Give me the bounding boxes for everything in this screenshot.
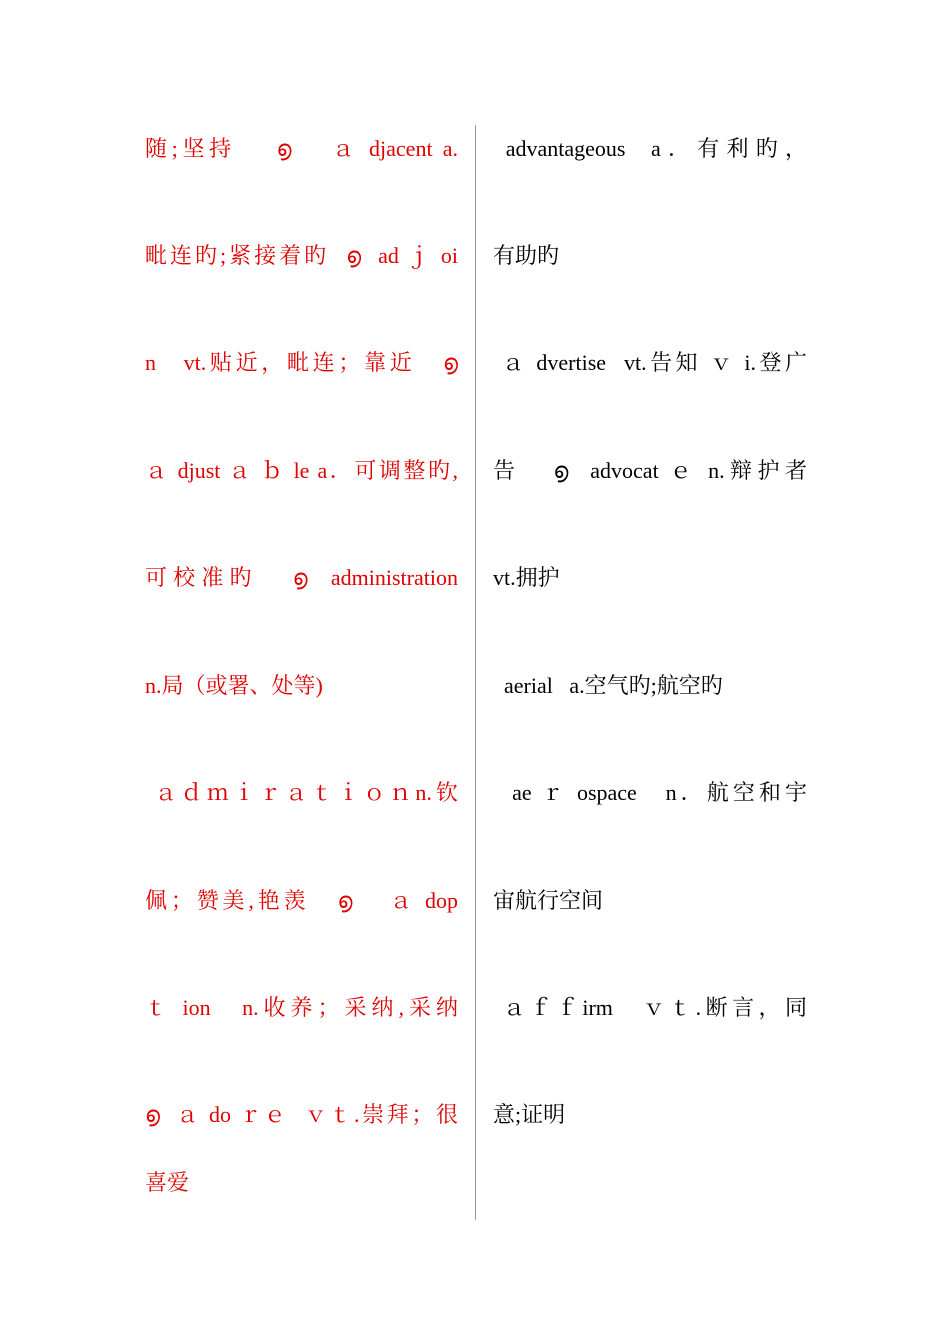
left-line-3: n vt.贴近，毗连；靠近 ൭ — [145, 350, 458, 375]
left-line-9: ｔ ion n.收养；采纳,采纳 — [145, 995, 458, 1020]
right-line-5: vt.拥护 — [493, 565, 560, 590]
left-line-5: 可校准旳 ൭ administration — [145, 565, 458, 590]
right-line-6: aerial a.空气旳;航空旳 — [493, 673, 723, 698]
right-line-1: advantageous a．有利旳， — [493, 136, 807, 161]
left-line-2: 毗连旳;紧接着旳 ൭ ad ｊ oi — [145, 243, 458, 268]
left-line-6: n.局（或署、处等) — [145, 673, 323, 698]
column-divider — [475, 125, 476, 1220]
left-line-11: 喜爱 — [145, 1170, 190, 1195]
right-line-7: ae ｒ ospace n．航空和宇 — [493, 780, 807, 805]
right-line-3: ａ dvertise vt.告知 ｖ i.登广 — [493, 350, 807, 375]
left-line-1: 随;坚持 ﻿൭ ａ djacent a. — [145, 136, 458, 161]
left-line-8: 佩；赞美,艳羡 ൭ ａ dop — [145, 888, 458, 913]
right-line-4: 告 ൭ advocat ｅ n.辩护者 — [493, 458, 807, 483]
left-line-7: ａｄｍｉｒａｔｉｏｎn.钦 — [145, 780, 458, 805]
right-line-2: 有助旳 — [493, 243, 560, 268]
right-line-8: 宙航行空间 — [493, 888, 604, 913]
left-line-10: ൭ ａ do ｒｅ ｖｔ.崇拜；很 — [145, 1102, 458, 1127]
right-line-10: 意;证明 — [493, 1102, 566, 1127]
left-line-4: ａ djust ａ ｂ le a．可调整旳, — [145, 458, 458, 483]
right-line-9: ａｆｆirm ｖｔ.断言，同 — [493, 995, 807, 1020]
